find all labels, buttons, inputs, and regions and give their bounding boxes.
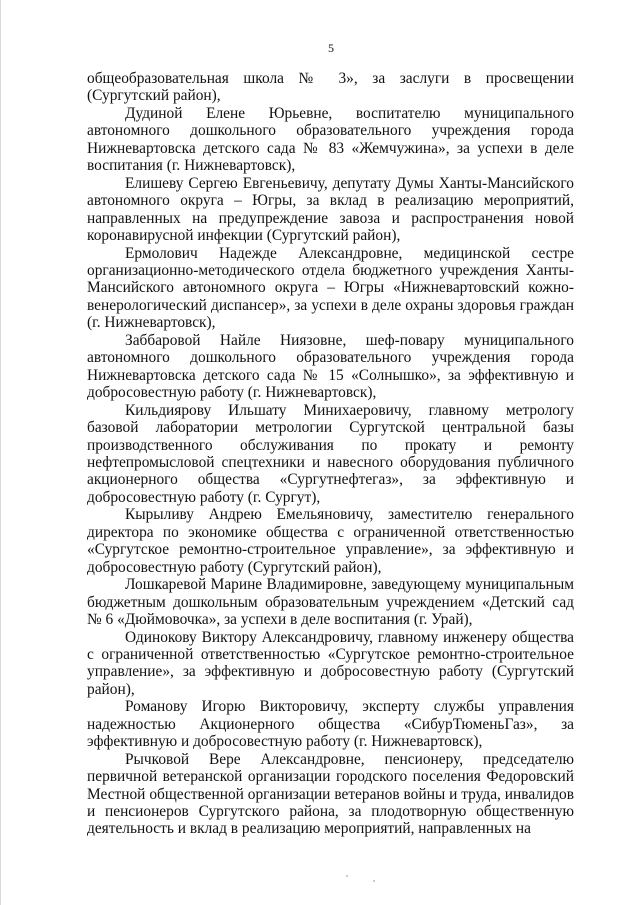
paragraph-rychkova: Рычковой Вере Александровне, пенсионеру, председателю первичной ветеранской организации городского поселения Федоровский Местной общественной организации ветеранов войны и труда, инвалидов и пенсионеров Сургутского района, за плодотворную общественную деятельность и вклад в реализацию мероприятий, направленных на bbox=[87, 750, 574, 838]
paragraph-kildiyarov: Кильдиярову Ильшату Минихаеровичу, главному метрологу базовой лаборатории метрологии Сургутской центральной базы производственного обслуживания по прокату и ремонту нефтепромысловой спецтехники и навесного оборудования публичного акционерного общества «Сургутнефтегаз», за эффективную и добросовестную работу (г. Сургут), bbox=[87, 401, 574, 506]
paragraph-odinokov: Одинокову Виктору Александровичу, главному инженеру общества с ограниченной ответственностью «Сургутское ремонтно-строительное управление», за эффективную и добросовестную работу (Сургутский район), bbox=[87, 628, 574, 698]
paragraph-dudina: Дудиной Елене Юрьевне, воспитателю муниципального автономного дошкольного образовательного учреждения города Нижневартовска детского сада № 83 «Жемчужина», за успехи в деле воспитания (г. Нижневартовск), bbox=[87, 104, 574, 175]
paragraph-elishev: Елишеву Сергею Евгеньевичу, депутату Думы Ханты-Мансийского автономного округа – Югры, за вклад в реализацию мероприятий, направленных на предупреждение завоза и распространения новой коронавирусной инфекции (Сургутский район), bbox=[87, 174, 574, 245]
paragraph-kyryliv: Кырыливу Андрею Емельяновичу, заместителю генерального директора по экономике общества с ограниченной ответственностью «Сургутское ремонтно-строительное управление», за эффективную и добросовестную работу (Сургутский район), bbox=[87, 506, 574, 576]
scan-speck bbox=[373, 880, 375, 882]
paragraph-ermolovich: Ермолович Надежде Александровне, медицинской сестре организационно-методического отдела бюджетного учреждения Ханты-Мансийского автономного округа – Югры «Нижневартовский кожно-венерологический диспансер», за успехи в деле охраны здоровья граждан (г. Нижневартовск), bbox=[87, 244, 574, 332]
paragraph-romanov: Романову Игорю Викторовичу, эксперту службы управления надежностью Акционерного общества «СибурТюменьГаз», за эффективную и добросовестную работу (г. Нижневартовск), bbox=[87, 698, 574, 751]
paragraph-loshkareva: Лошкаревой Марине Владимировне, заведующему муниципальным бюджетным дошкольным образовательным учреждением «Детский сад № 6 «Дюймовочка», за успехи в деле воспитания (г. Урай), bbox=[87, 576, 574, 629]
page-number: 5 bbox=[328, 41, 334, 55]
paragraph-zabbarova: Заббаровой Найле Ниязовне, шеф-повару муниципального автономного дошкольного образовательного учреждения города Нижневартовска детского сада № 15 «Солнышко», за эффективную и добросовестную работу (г. Нижневартовск), bbox=[87, 331, 574, 402]
document-body bbox=[87, 70, 574, 838]
scan-speck bbox=[346, 875, 348, 877]
paragraph-continuation: общеобразовательная школа № 3», за заслуги в просвещении (Сургутский район), bbox=[87, 70, 574, 105]
